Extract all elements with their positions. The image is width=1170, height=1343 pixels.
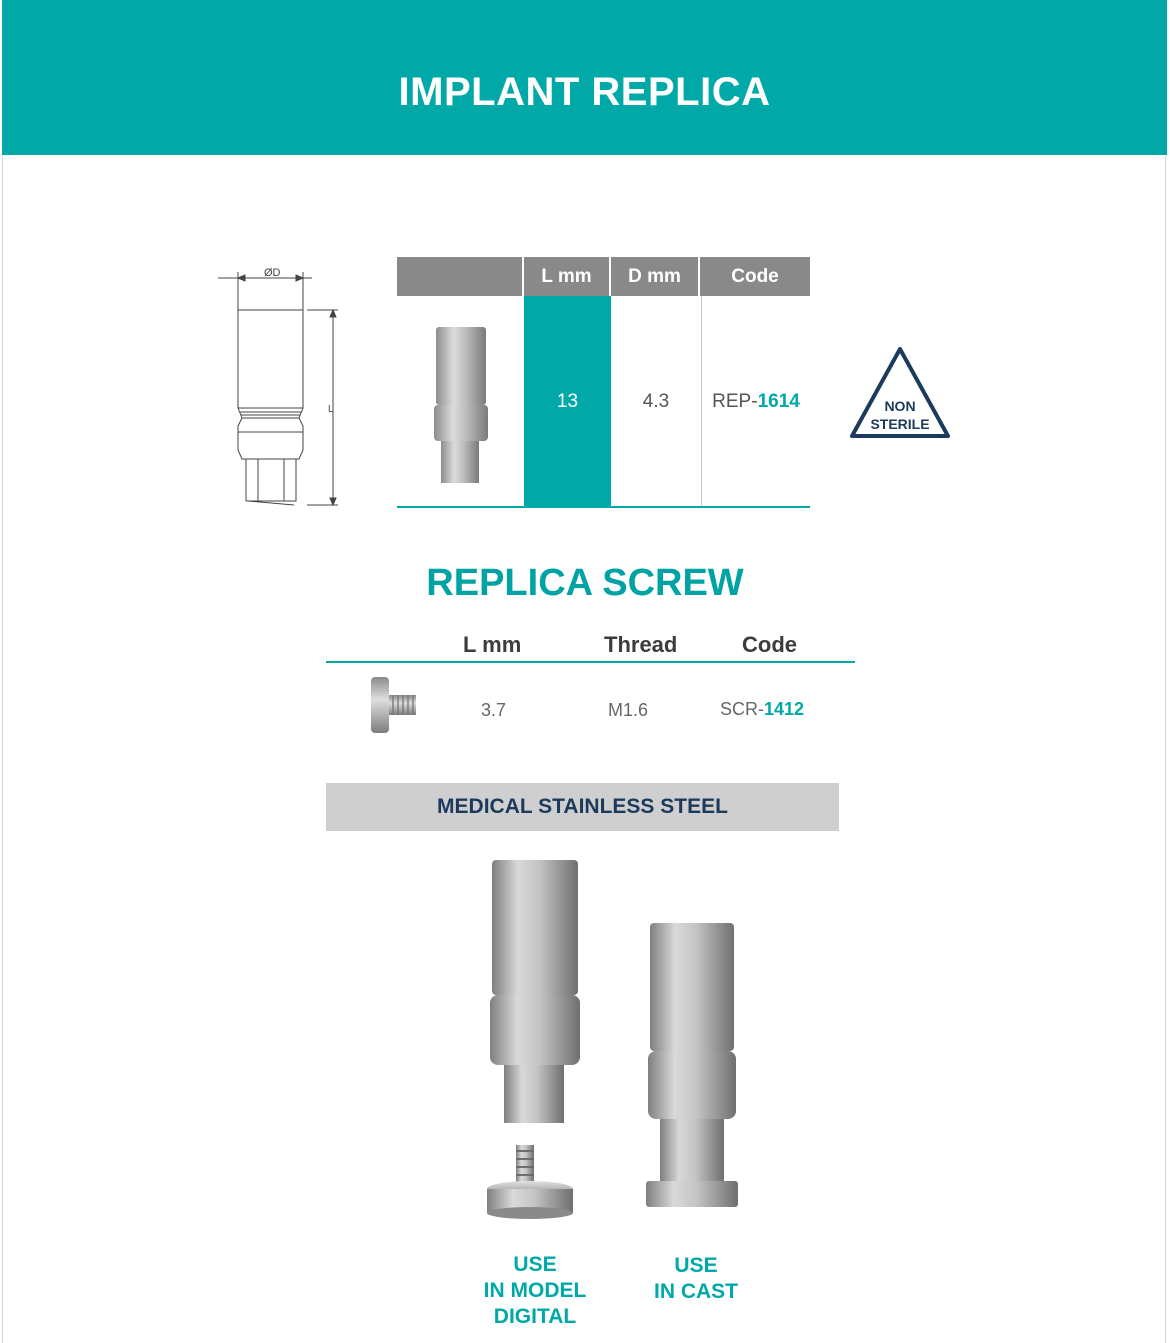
diameter-label: ØD xyxy=(264,267,281,279)
use-model-digital-label xyxy=(468,1252,602,1330)
length-label: L xyxy=(328,404,334,415)
screw-header-length: L mm xyxy=(463,632,522,657)
material-banner: MEDICAL STAINLESS STEEL xyxy=(326,783,839,831)
screw-code-number: 1412 xyxy=(764,699,805,719)
section-title-screw: REPLICA SCREW xyxy=(426,562,744,604)
replica-code xyxy=(702,296,810,507)
table-bottom-line xyxy=(397,506,810,508)
screw-header-line xyxy=(326,661,855,663)
replica-diameter: 4.3 xyxy=(642,390,670,412)
screw-code-prefix: SCR- xyxy=(720,699,764,719)
table-header-blank xyxy=(397,257,522,296)
use-2-line-2: IN CAST xyxy=(654,1280,738,1303)
replica-length: 13 xyxy=(556,390,579,412)
screw-header-thread: Thread xyxy=(604,632,678,657)
screw-header-code: Code xyxy=(742,632,797,657)
non-sterile-warning-icon xyxy=(848,345,952,440)
replica-thumbnail xyxy=(432,325,492,487)
technical-drawing xyxy=(212,262,352,522)
replica-with-screw-photo xyxy=(487,860,580,1219)
replica-table xyxy=(397,257,810,508)
replica-cast-photo xyxy=(646,923,738,1207)
use-1-line-1: USE xyxy=(513,1253,557,1276)
code-number: 1614 xyxy=(757,390,800,412)
page-title: IMPLANT REPLICA xyxy=(398,70,771,114)
table-header-length: L mm xyxy=(524,257,609,296)
use-cast-label xyxy=(640,1253,752,1305)
product-photos xyxy=(470,855,760,1225)
table-header-diameter: D mm xyxy=(611,257,698,296)
badge-line-2: STERILE xyxy=(870,416,930,432)
use-1-line-3: DIGITAL xyxy=(493,1305,577,1328)
screw-thumbnail xyxy=(368,675,420,735)
header-banner xyxy=(2,0,1167,155)
screw-length: 3.7 xyxy=(481,700,507,720)
table-header-code: Code xyxy=(700,257,810,296)
use-2-line-1: USE xyxy=(674,1254,718,1277)
screw-thread: M1.6 xyxy=(608,700,649,720)
use-1-line-2: IN MODEL xyxy=(483,1279,587,1302)
screw-code xyxy=(720,699,804,720)
badge-line-1: NON xyxy=(884,398,916,414)
code-prefix: REP- xyxy=(712,390,758,412)
